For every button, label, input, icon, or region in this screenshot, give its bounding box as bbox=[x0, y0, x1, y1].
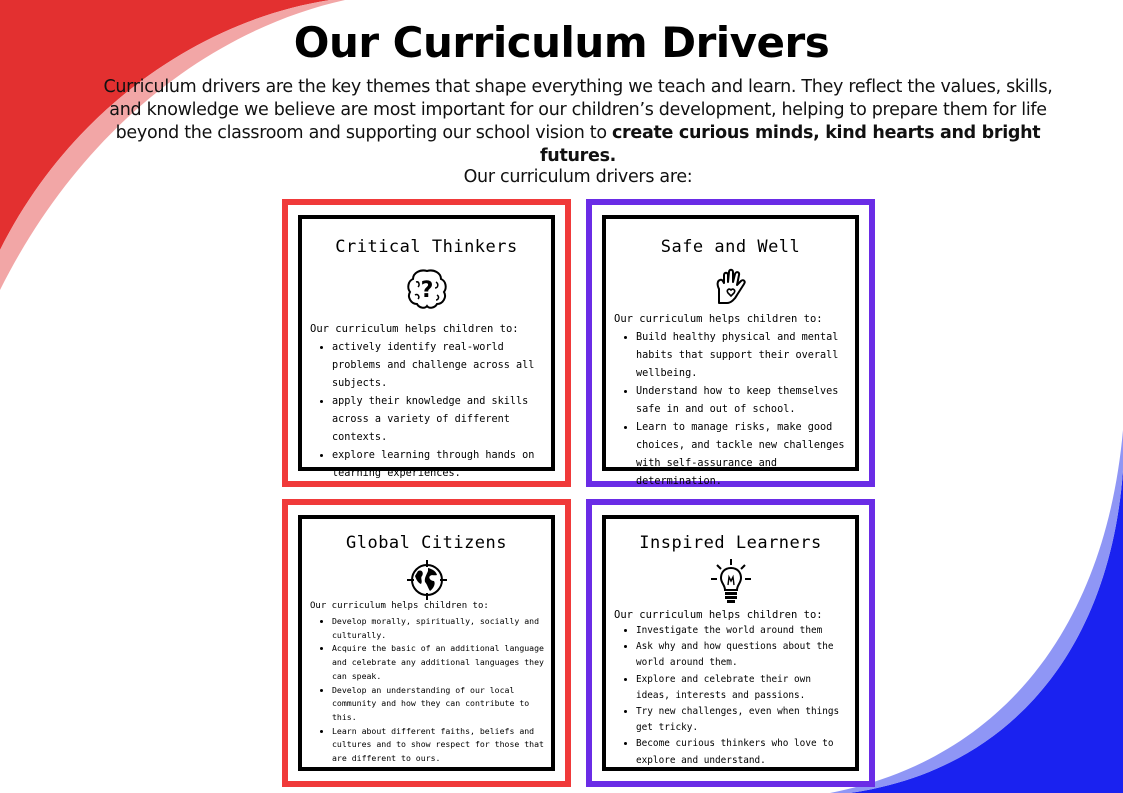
card-title: Inspired Learners bbox=[639, 533, 822, 553]
list-item: • Explore and celebrate their own ideas, interests and passions. bbox=[636, 672, 849, 704]
list-item: • Investigate the world around them bbox=[636, 623, 849, 639]
school-vision: create curious minds, kind hearts and bright futures. bbox=[539, 123, 1041, 166]
card-title: Critical Thinkers bbox=[335, 237, 518, 257]
globe-target-icon bbox=[406, 559, 448, 606]
list-item: • Develop morally, spiritually, socially and culturally. bbox=[332, 615, 545, 642]
card-list bbox=[614, 623, 849, 769]
list-item: • Acquire the basic of an additional language and celebrate any additional languages they can speak. bbox=[332, 642, 545, 683]
card-intro: Our curriculum helps children to: bbox=[310, 601, 489, 611]
card-intro: Our curriculum helps children to: bbox=[614, 313, 823, 325]
intro-paragraph bbox=[100, 76, 1056, 168]
card-title: Global Citizens bbox=[345, 533, 508, 553]
list-item: • actively identify real-world problems and challenge across all subjects. bbox=[332, 339, 545, 393]
list-item: • Ask why and how questions about the world around them. bbox=[636, 639, 849, 671]
brain-question-icon bbox=[405, 267, 449, 316]
list-item: • Become curious thinkers who love to explore and understand. bbox=[636, 736, 849, 768]
card-list bbox=[614, 329, 849, 491]
card-critical-thinkers bbox=[282, 199, 571, 487]
card-inspired-learners bbox=[586, 499, 875, 787]
list-item: • Understand how to keep themselves safe in and out of school. bbox=[636, 383, 849, 419]
intro-text: Curriculum drivers are the key themes that shape everything we teach and learn. They reflect the values, skills, and knowledge we believe are most important for our children’s development, helping to prepare them for life beyond the classroom and supporting our school vision to bbox=[103, 77, 1053, 143]
list-item: • apply their knowledge and skills across a variety of different contexts. bbox=[332, 393, 545, 447]
card-global-citizens bbox=[282, 499, 571, 787]
card-list bbox=[310, 615, 545, 766]
card-intro: Our curriculum helps children to: bbox=[614, 609, 823, 621]
hand-heart-icon bbox=[711, 267, 751, 312]
list-item: • Develop an understanding of our local community and how they can contribute to this. bbox=[332, 684, 545, 725]
list-item: • Learn about different faiths, beliefs and cultures and to show respect for those that are different to ours. bbox=[332, 725, 545, 766]
list-item: • explore learning through hands on learning experiences. bbox=[332, 447, 545, 483]
card-title: Safe and Well bbox=[660, 237, 801, 257]
card-list bbox=[310, 339, 545, 483]
list-item: • Build healthy physical and mental habits that support their overall wellbeing. bbox=[636, 329, 849, 383]
svg-text:?: ? bbox=[420, 278, 433, 303]
list-item: • Learn to manage risks, make good choices, and tackle new challenges with self-assurance and determination. bbox=[636, 419, 849, 491]
card-safe-and-well bbox=[586, 199, 875, 487]
drivers-lead: Our curriculum drivers are: bbox=[463, 167, 693, 187]
list-item: • Try new challenges, even when things get tricky. bbox=[636, 704, 849, 736]
lightbulb-icon bbox=[708, 557, 754, 610]
card-intro: Our curriculum helps children to: bbox=[310, 323, 519, 335]
page-title: Our Curriculum Drivers bbox=[293, 18, 830, 67]
